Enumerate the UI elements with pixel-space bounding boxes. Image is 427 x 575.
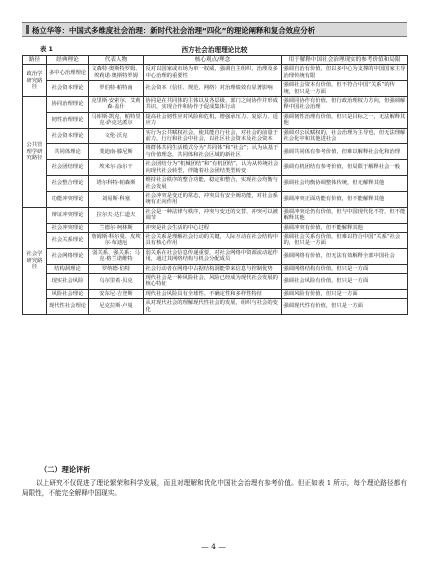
representative-cell: 塔尔科特·帕森斯 xyxy=(89,176,144,192)
representative-cell: 埃米尔·涂尔干 xyxy=(89,160,144,176)
evaluation-cell: 强调网络有价值，但无法有效解释全部中国社会 xyxy=(282,248,408,264)
theory-cell: 功能冲突理论 xyxy=(47,191,89,207)
evaluation-cell: 强调社会风险有价值，但只是一方面 xyxy=(282,273,408,289)
viewpoint-cell: 维持社会秩序的整合功能，稳定和整合，实现社会均衡与社会发展 xyxy=(144,176,282,192)
evaluation-cell: 强调冲突论仍有价值，但与中国现代化不符，但不能解释其他 xyxy=(282,207,408,223)
representative-cell: 罗纳德·伯特 xyxy=(89,264,144,273)
viewpoint-cell: 社会关系是理解社会行动的关键，人际互动在社会结构中具有核心作用 xyxy=(144,232,282,248)
representative-cell: 安东尼·吉登斯 xyxy=(89,289,144,298)
representative-cell: 斐迪南·滕尼斯 xyxy=(89,144,144,160)
evaluation-cell: 强调社会均衡协调整体传统，但无解释其他 xyxy=(282,176,408,192)
table-row xyxy=(23,160,408,176)
representative-cell: 弱关系、强关系；马克·格兰诺维特 xyxy=(89,248,144,264)
theory-cell: 社会资本理论 xyxy=(47,81,89,97)
theory-cell: 社会整合理论 xyxy=(47,176,89,192)
section-heading: （二）理论评析 xyxy=(40,465,91,474)
theory-cell: 多中心治理理论 xyxy=(47,65,89,81)
theory-cell: 现实社会风险 xyxy=(47,273,89,289)
representative-cell: 刘易斯·科塞 xyxy=(89,191,144,207)
representative-cell: 兰德尔·柯林斯 xyxy=(89,223,144,232)
theory-cell: 社会资本理论 xyxy=(47,128,89,144)
table-row xyxy=(23,207,408,223)
representative-cell: 马库斯·凯克、帕特里克·萨克达派尔 xyxy=(89,112,144,128)
evaluation-cell: 强调韧性治理有价值，但只是目标之一，无法解释其他 xyxy=(282,112,408,128)
representative-cell: 文伦·沃克 xyxy=(89,128,144,144)
running-header xyxy=(22,22,407,37)
evaluation-cell: 强调社会关系有价值，但难以符合中国“关系”社会的，但只是一方面 xyxy=(282,232,408,248)
theory-cell: 社会关系理论 xyxy=(47,232,89,248)
theory-cell: 辩证冲突理论 xyxy=(47,207,89,223)
theory-cell: 协同治理理论 xyxy=(47,97,89,113)
viewpoint-cell: 反对以国家或市场为单一权威，强调自主组织、治理及多中心治理的重要性 xyxy=(144,65,282,81)
theory-cell: 现代性社会理论 xyxy=(47,299,89,315)
evaluation-cell: 强调网络结构有价值，但只是一方面 xyxy=(282,264,408,273)
table-row xyxy=(23,81,408,97)
representative-cell: 文森特·奥斯特罗姆、埃莉诺·奥斯特罗姆 xyxy=(89,65,144,81)
table-row xyxy=(23,128,408,144)
theory-cell: 韧性治理理论 xyxy=(47,112,89,128)
path-cell: 社会学研究路径 xyxy=(23,207,47,314)
table-row xyxy=(23,176,408,192)
representative-cell: 拉尔夫·达仁道夫 xyxy=(89,207,144,223)
column-header: 经典理论 xyxy=(47,56,89,65)
table-header-row xyxy=(23,56,408,65)
theory-cell: 社会团结理论 xyxy=(47,160,89,176)
evaluation-cell: 强调风险有价值，但只是一方面 xyxy=(282,289,408,298)
theory-cell: 社会网络理论 xyxy=(47,248,89,264)
table-row xyxy=(23,97,408,113)
table-row xyxy=(23,65,408,81)
table-row xyxy=(23,191,408,207)
evaluation-cell: 强调有机团结有参考价值，但局限于解释社会一般 xyxy=(282,160,408,176)
viewpoint-cell: 社会是一种法律与秩序，冲突与变迁的交替，冲突可以被调节 xyxy=(144,207,282,223)
table-row xyxy=(23,273,408,289)
viewpoint-cell: 从对现代社会的理解现代性社会的发展、组织与社会的变化 xyxy=(144,299,282,315)
viewpoint-cell: 提高社会韧性应对风险和危机，增强承压力、复原力、适应力 xyxy=(144,112,282,128)
column-header: 路径 xyxy=(23,56,47,65)
viewpoint-cell: 协同是在共同体的主体以及各层级、部门之间协作并形成共识，实现合作和协作于促成集体行动 xyxy=(144,97,282,113)
viewpoint-cell: 现代社会是一种风险社会，风险已经成为现代社会发展的核心特征 xyxy=(144,273,282,289)
viewpoint-cell: 将群体共同生活模式分为“共同体”和“社会”；认为从基于与价值理念，共同体和社会区域的新社区 xyxy=(144,144,282,160)
table-row xyxy=(23,289,408,298)
column-header: 核心观点/理念 xyxy=(144,56,282,65)
theory-cell: 风险社会理论 xyxy=(47,289,89,298)
table-row xyxy=(23,144,408,160)
header-title: 中国式多维度社会治理：新时代社会治理“四化”的理论阐释和复合效应分析 xyxy=(68,26,316,35)
table-row xyxy=(23,264,408,273)
evaluation-cell: 强调现代性有价值，但只是一方面 xyxy=(282,299,408,315)
representative-cell: 克里斯·安索尔、艾莉森·盖什 xyxy=(89,97,144,113)
evaluation-cell: 强调社会资本有价值，但不符合中国“关系”的传统，但只是一方面 xyxy=(282,81,408,97)
column-header: 用于解释中国社会治理现实的参考价值和局限 xyxy=(282,56,408,65)
evaluation-cell: 强调对公民赋权的，社会治理为主导也，但无法理解社会化中和其他进社会 xyxy=(282,128,408,144)
theory-cell: 共同体理论 xyxy=(47,144,89,160)
theory-comparison-table xyxy=(22,55,408,315)
evaluation-cell: 强调自治有价值，但以多中心为支撑的中国国家主导治理传统有限 xyxy=(282,65,408,81)
viewpoint-cell: 社会资本（信任、规范、网络）对治理绩效有显著影响 xyxy=(144,81,282,97)
table-label: 表 1 xyxy=(40,46,53,53)
viewpoint-cell: 社会行动者在网络中占据结构洞能带来信息与控制优势 xyxy=(144,264,282,273)
table-row xyxy=(23,112,408,128)
page-number: — 4 — xyxy=(201,542,226,551)
evaluation-cell: 强调共同体有参考价值，但难以解释社会化和治理 xyxy=(282,144,408,160)
viewpoint-cell: 弱关系在社会信息传递重要，对社会网络中资源流动起作用，通过其网络结构与机会分配成员 xyxy=(144,248,282,264)
viewpoint-cell: 社会团结分为“机械团结”和“有机团结”，认为从传统社会向现代社会转型，伴随着社会团结类型转变 xyxy=(144,160,282,176)
representative-cell: 罗伯特·帕特南 xyxy=(89,81,144,97)
viewpoint-cell: 冲突是社会生活的中心过程 xyxy=(144,223,282,232)
theory-cell: 社会冲突理论 xyxy=(47,223,89,232)
viewpoint-cell: 现代社会风险具有全球性、不确定性和多样性特征 xyxy=(144,289,282,298)
table-row xyxy=(23,223,408,232)
table-row xyxy=(23,248,408,264)
evaluation-cell: 强调冲突正面功能有价值，但不能解释其他 xyxy=(282,191,408,207)
viewpoint-cell: 实行为公共赋权社会，使其能自行社会，对社会的前量于前力，行行和社会中社会，以社区社会资本及社会资本 xyxy=(144,128,282,144)
table-row xyxy=(23,232,408,248)
representative-cell: 尼克拉斯·卢曼 xyxy=(89,299,144,315)
table-title: 西方社会治理理论比较 xyxy=(181,46,248,54)
evaluation-cell: 强调同协作有价值，但行政治理权力方向，但强调解释中国社会治理 xyxy=(282,97,408,113)
header-author: 杨立华等： xyxy=(32,26,69,35)
header-marker xyxy=(26,25,29,34)
viewpoint-cell: 社会冲突是变迁的常态，冲突具有安全阀功能，对社会系统有正向作用 xyxy=(144,191,282,207)
table-row xyxy=(23,299,408,315)
evaluation-cell: 强调冲突有价值，但不能解释其他 xyxy=(282,223,408,232)
theory-cell: 结构洞理论 xyxy=(47,264,89,273)
body-paragraph: 以上研究不仅促进了理论繁荣和科学发展，而且对理解和优化中国社会治理有参考价值。但正如表 1 所示，每个理论路径都有局限性，不能完全解释中国现实。 xyxy=(22,479,407,497)
representative-cell: 詹姆斯·科尔曼、皮埃尔·布迪厄 xyxy=(89,232,144,248)
path-cell: 政治学研究路径 xyxy=(23,65,47,97)
representative-cell: 乌尔里希·贝克 xyxy=(89,273,144,289)
column-header: 代表人物 xyxy=(89,56,144,65)
path-cell: 公共管理学研究路径 xyxy=(23,97,47,208)
